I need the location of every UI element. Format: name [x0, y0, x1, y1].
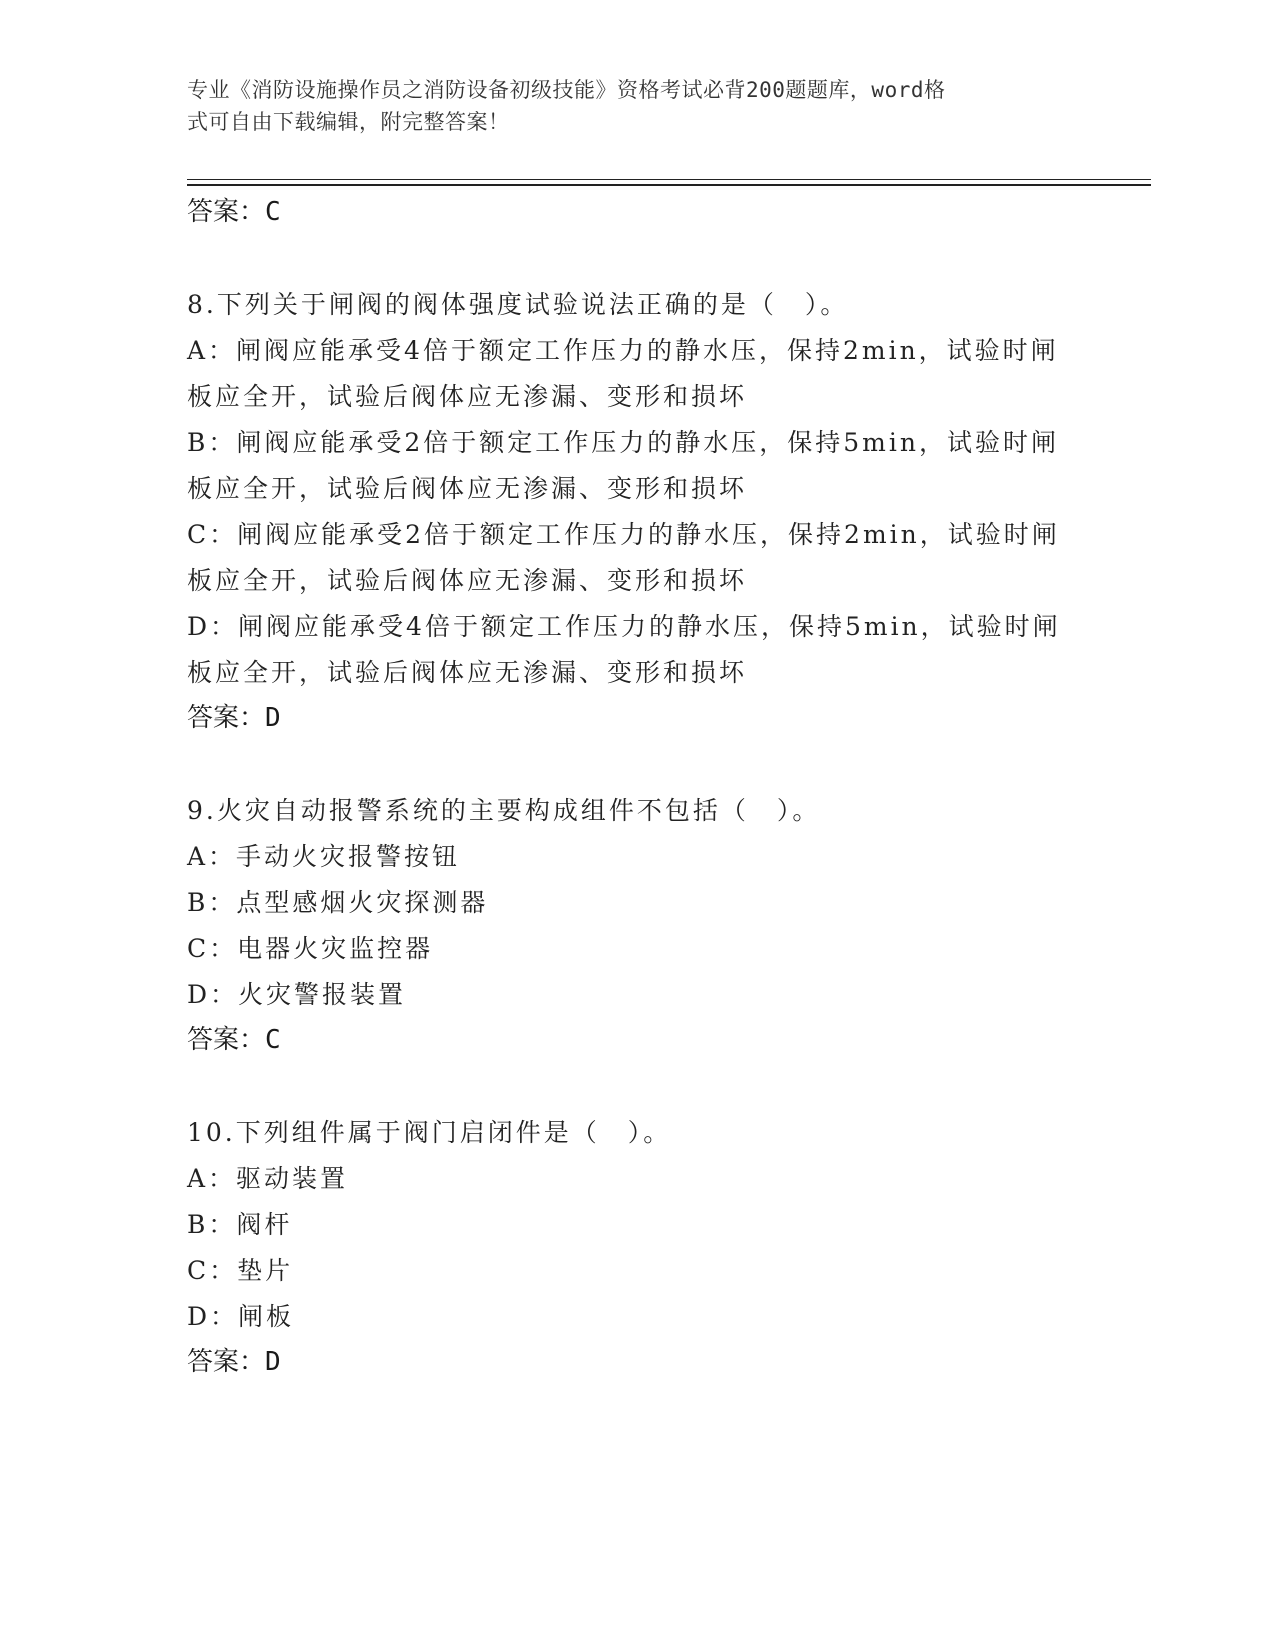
question-9-option-d: D：火灾警报装置: [187, 980, 407, 1009]
header-line-1: 专业《消防设施操作员之消防设备初级技能》资格考试必背200题题库，word格: [187, 78, 946, 102]
question-10-option-d: D：闸板: [187, 1302, 295, 1331]
question-10-option-c: C：垫片: [187, 1256, 294, 1285]
question-list: [187, 190, 1087, 1384]
question-10: [187, 1110, 1087, 1384]
header-rule-thin: [187, 179, 1151, 180]
document-header: [187, 74, 1067, 138]
answer-9: 答案：C: [187, 1025, 281, 1055]
answer-7: 答案：C: [187, 197, 281, 227]
question-10-option-b: B：阀杆: [187, 1210, 293, 1239]
header-line-2: 式可自由下载编辑，附完整答案！: [187, 110, 510, 134]
question-9: [187, 788, 1087, 1062]
question-8: [187, 282, 1087, 740]
answer-8: 答案：D: [187, 703, 281, 733]
question-10-stem: 10.下列组件属于阀门启闭件是（ ）。: [187, 1118, 672, 1147]
question-8-option-d: D：闸阀应能承受4倍于额定工作压力的静水压，保持5min，试验时闸 板应全开，试验后阀体应无渗漏、变形和损坏: [187, 612, 1061, 687]
question-8-option-c: C：闸阀应能承受2倍于额定工作压力的静水压，保持2min，试验时闸 板应全开，试验后阀体应无渗漏、变形和损坏: [187, 520, 1060, 595]
question-9-option-c: C：电器火灾监控器: [187, 934, 434, 963]
question-9-option-a: A：手动火灾报警按钮: [187, 842, 461, 871]
header-rule-thick: [187, 184, 1151, 186]
question-9-stem: 9.火灾自动报警系统的主要构成组件不包括（ ）。: [187, 796, 821, 825]
question-9-option-b: B：点型感烟火灾探测器: [187, 888, 489, 917]
question-8-option-b: B：闸阀应能承受2倍于额定工作压力的静水压，保持5min，试验时闸 板应全开，试验后阀体应无渗漏、变形和损坏: [187, 428, 1059, 503]
answer-10: 答案：D: [187, 1347, 281, 1377]
question-8-option-a: A：闸阀应能承受4倍于额定工作压力的静水压，保持2min，试验时闸 板应全开，试验后阀体应无渗漏、变形和损坏: [187, 336, 1059, 411]
question-10-option-a: A：驱动装置: [187, 1164, 349, 1193]
question-8-stem: 8.下列关于闸阀的阀体强度试验说法正确的是（ ）。: [187, 290, 849, 319]
